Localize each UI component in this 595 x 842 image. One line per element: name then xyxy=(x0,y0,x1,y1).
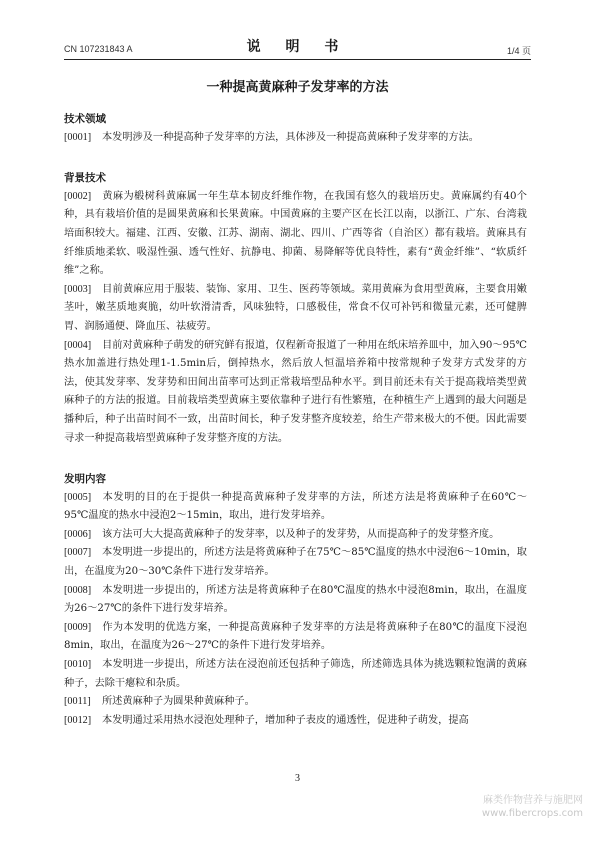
paragraph xyxy=(64,337,527,449)
paragraph-text: 目前对黄麻种子萌发的研究鲜有报道，仅程新奇报道了一种用在纸床培养皿中，加入90～95℃热水加盖进行热处理1-1.5min后，倒掉热水，然后放人恒温培养箱中按常规种子发芽方式发芽的方法，使其发芽率、发芽势和田间出苗率可达到正常栽培型品种水平。到目前还未有关于提高栽培类型黄麻种子的方法的报道。目前栽培类型黄麻主要依靠种子进行有性繁殖，在种植生产上遇到的最大问题是播种后，种子出苗时间不一致，出苗时间长，种子发芽整齐度较差，给生产带来极大的不便。因此需要寻求一种提高栽培型黄麻种子发芽整齐度的方法。 xyxy=(64,339,527,444)
paragraph-text: 所述黄麻种子为圆果种黄麻种子。 xyxy=(102,696,255,708)
paragraph xyxy=(64,712,527,731)
paragraph xyxy=(64,544,527,581)
paragraph-number: [0006] xyxy=(64,528,92,540)
paragraph xyxy=(64,656,527,693)
page-header xyxy=(64,36,531,58)
paragraph-text: 作为本发明的优选方案，一种提高黄麻种子发芽率的方法是将黄麻种子在80℃的温度下浸泡8min，取出，在温度为26～27℃的条件下进行发芽培养。 xyxy=(64,621,527,652)
section-gap xyxy=(64,147,527,163)
paragraph xyxy=(64,619,527,656)
document-body xyxy=(64,110,527,730)
paragraph-text: 目前黄麻应用于服装、装饰、家用、卫生、医药等领域。菜用黄麻为食用型黄麻，主要食用嫩茎叶，嫩茎质地爽脆，幼叶软滑清香，风味独特，口感极佳，常食不仅可补钙和微量元素，还可健脾胃、润肠通便、降血压、祛疲劳。 xyxy=(64,283,527,332)
paragraph-number: [0008] xyxy=(64,584,92,596)
document-title: 一种提高黄麻种子发芽率的方法 xyxy=(206,80,389,95)
paragraph-number: [0011] xyxy=(64,696,91,708)
paragraph-number: [0005] xyxy=(64,491,92,503)
paragraph-number: [0010] xyxy=(64,659,92,671)
page-count: 1/4 页 xyxy=(506,46,531,56)
paragraph-text: 本发明涉及一种提高种子发芽率的方法，具体涉及一种提高黄麻种子发芽率的方法。 xyxy=(102,131,479,143)
watermark xyxy=(482,794,583,820)
paragraph-text: 该方法可大大提高黄麻种子的发芽率，以及种子的发芽势，从而提高种子的发芽整齐度。 xyxy=(102,528,500,540)
section-heading: 技术领域 xyxy=(64,113,106,125)
paragraph-number: [0012] xyxy=(64,714,92,726)
paragraph xyxy=(64,129,527,148)
paragraph xyxy=(64,281,527,337)
watermark-line: 麻类作物营养与施肥网 xyxy=(483,795,583,806)
paragraph-number: [0002] xyxy=(64,190,92,202)
paragraph-text: 本发明通过采用热水浸泡处理种子，增加种子表皮的通透性，促进种子萌发，提高 xyxy=(102,714,469,726)
paragraph-number: [0007] xyxy=(64,547,92,559)
page-number: 3 xyxy=(295,773,300,784)
paragraph-text: 黄麻为椴树科黄麻属一年生草本韧皮纤维作物，在我国有悠久的栽培历史。黄麻属约有40个种，具有栽培价值的是圆果黄麻和长果黄麻。中国黄麻的主要产区在长江以南，以浙江、广东、台湾栽培面积较大。福建、江西、安徽、江苏、湖南、湖北、四川、广西等省（自治区）都有栽培。黄麻具有纤维质地柔软、吸湿性强、透气性好、抗静电、抑菌、易降解等优良特性，素有“黄金纤维”、“软质纤维”之称。 xyxy=(64,190,527,277)
patent-number: CN 107231843 A xyxy=(64,44,133,54)
document-type: 说 明 书 xyxy=(246,39,349,55)
paragraph xyxy=(64,526,527,545)
paragraph-text: 本发明的目的在于提供一种提高黄麻种子发芽率的方法，所述方法是将黄麻种子在60℃～95℃温度的热水中浸泡2～15min，取出，进行发芽培养。 xyxy=(64,491,527,522)
paragraph-text: 本发明进一步提出的，所述方法是将黄麻种子在80℃温度的热水中浸泡8min，取出，在温度为26～27℃的条件下进行发芽培养。 xyxy=(64,584,527,615)
section-heading: 发明内容 xyxy=(64,473,106,486)
header-divider xyxy=(64,59,531,60)
paragraph-text: 本发明进一步提出的，所述方法是将黄麻种子在75℃～85℃温度的热水中浸泡6～10min，取出，在温度为20～30℃条件下进行发芽培养。 xyxy=(64,547,527,578)
watermark-url: www.fibercrops.com xyxy=(481,808,583,819)
paragraph xyxy=(64,693,527,712)
paragraph-text: 本发明进一步提出，所述方法在浸泡前还包括种子筛选，所述筛选具体为挑选颗粒饱满的黄麻种子，去除干瘪粒和杂质。 xyxy=(64,659,527,689)
paragraph-number: [0001] xyxy=(64,131,92,143)
section-heading: 背景技术 xyxy=(64,172,106,185)
paragraph-number: [0003] xyxy=(64,283,92,295)
section-gap xyxy=(64,448,527,464)
paragraph-number: [0004] xyxy=(64,339,92,351)
paragraph xyxy=(64,582,527,619)
paragraph xyxy=(64,188,527,281)
paragraph xyxy=(64,489,527,526)
paragraph-number: [0009] xyxy=(64,621,92,633)
